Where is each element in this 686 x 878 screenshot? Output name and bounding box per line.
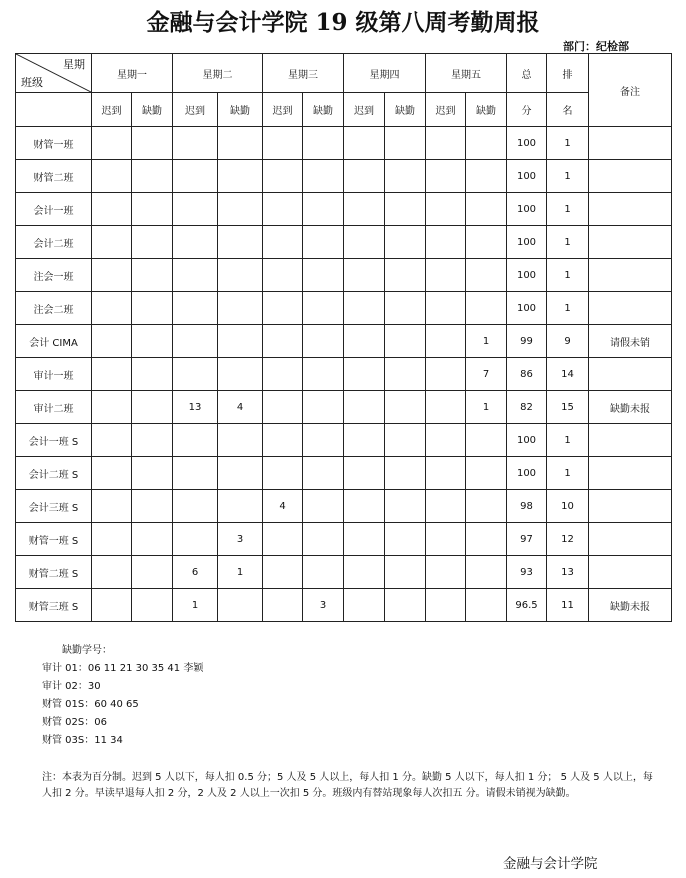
absent-count-cell	[218, 490, 263, 523]
late-count-cell	[92, 424, 132, 457]
absent-count-cell	[466, 127, 507, 160]
absent-count-cell	[132, 127, 173, 160]
header-row-sub	[16, 93, 672, 127]
rank-cell: 11	[547, 589, 589, 622]
late-count-cell	[263, 325, 303, 358]
absent-header: 缺勤	[303, 93, 344, 127]
late-count-cell: 13	[173, 391, 218, 424]
absent-count-cell	[303, 259, 344, 292]
late-count-cell	[344, 292, 385, 325]
class-name-cell: 财管三班 S	[16, 589, 92, 622]
remark-cell	[589, 226, 672, 259]
late-count-cell	[344, 589, 385, 622]
absent-count-cell	[218, 127, 263, 160]
absent-count-cell	[132, 490, 173, 523]
late-count-cell	[344, 391, 385, 424]
diag-weekday-label: 星期	[63, 58, 85, 71]
remark-cell	[589, 457, 672, 490]
late-count-cell	[263, 226, 303, 259]
table-row	[16, 127, 672, 160]
total-score-cell: 100	[507, 292, 547, 325]
absent-count-cell	[132, 292, 173, 325]
rank-cell: 1	[547, 193, 589, 226]
absent-count-cell	[132, 523, 173, 556]
class-name-cell: 财管二班 S	[16, 556, 92, 589]
rank-cell: 14	[547, 358, 589, 391]
absent-count-cell: 1	[218, 556, 263, 589]
absent-count-cell	[132, 160, 173, 193]
table-row	[16, 589, 672, 622]
late-count-cell	[344, 160, 385, 193]
table-row	[16, 226, 672, 259]
late-count-cell	[92, 490, 132, 523]
late-count-cell	[173, 259, 218, 292]
absent-count-cell	[132, 358, 173, 391]
late-count-cell	[173, 457, 218, 490]
late-count-cell	[344, 490, 385, 523]
absence-line: 财管 03S：11 34	[42, 735, 123, 746]
absent-count-cell	[385, 424, 426, 457]
rank-cell: 9	[547, 325, 589, 358]
absent-count-cell	[218, 589, 263, 622]
absent-count-cell	[385, 556, 426, 589]
class-name-cell: 审计一班	[16, 358, 92, 391]
class-name-cell: 注会一班	[16, 259, 92, 292]
remark-cell	[589, 358, 672, 391]
late-count-cell	[263, 259, 303, 292]
absent-count-cell: 7	[466, 358, 507, 391]
late-count-cell	[263, 556, 303, 589]
total-score-cell: 82	[507, 391, 547, 424]
total-score-cell: 100	[507, 127, 547, 160]
late-count-cell	[92, 391, 132, 424]
day-header-friday: 星期五	[426, 54, 507, 93]
late-count-cell	[263, 358, 303, 391]
absence-line: 财管 01S：60 40 65	[42, 699, 139, 710]
absent-count-cell	[132, 226, 173, 259]
total-score-cell: 100	[507, 193, 547, 226]
table-row	[16, 193, 672, 226]
late-count-cell: 1	[173, 589, 218, 622]
absent-count-cell	[385, 490, 426, 523]
total-score-cell: 99	[507, 325, 547, 358]
late-count-cell	[92, 226, 132, 259]
total-score-cell: 96.5	[507, 589, 547, 622]
total-score-cell: 100	[507, 259, 547, 292]
department-label: 部门：纪检部	[563, 40, 629, 53]
absent-count-cell	[303, 193, 344, 226]
late-count-cell	[344, 358, 385, 391]
table-row	[16, 259, 672, 292]
late-count-cell	[426, 424, 466, 457]
attendance-table	[15, 53, 672, 622]
day-header-wednesday: 星期三	[263, 54, 344, 93]
absent-count-cell: 1	[466, 325, 507, 358]
late-count-cell	[344, 193, 385, 226]
rank-header-top: 排	[547, 54, 589, 93]
absent-count-cell	[385, 358, 426, 391]
absence-list-title: 缺勤学号：	[62, 645, 112, 656]
table-row	[16, 160, 672, 193]
late-header: 迟到	[263, 93, 303, 127]
late-count-cell	[173, 325, 218, 358]
absent-header: 缺勤	[385, 93, 426, 127]
remark-cell	[589, 292, 672, 325]
late-count-cell	[426, 160, 466, 193]
absent-count-cell	[385, 259, 426, 292]
late-count-cell	[426, 292, 466, 325]
absent-count-cell	[385, 325, 426, 358]
remark-cell	[589, 523, 672, 556]
absent-header: 缺勤	[218, 93, 263, 127]
late-header: 迟到	[344, 93, 385, 127]
rank-cell: 1	[547, 457, 589, 490]
rank-cell: 1	[547, 259, 589, 292]
late-count-cell	[263, 193, 303, 226]
rank-cell: 1	[547, 424, 589, 457]
late-count-cell	[344, 226, 385, 259]
late-count-cell	[426, 358, 466, 391]
late-count-cell	[92, 160, 132, 193]
remark-cell	[589, 424, 672, 457]
absent-count-cell: 3	[218, 523, 263, 556]
absent-count-cell	[303, 226, 344, 259]
absent-count-cell	[303, 490, 344, 523]
absent-count-cell	[303, 127, 344, 160]
remark-cell	[589, 556, 672, 589]
absent-count-cell	[303, 160, 344, 193]
late-count-cell	[263, 523, 303, 556]
rank-cell: 1	[547, 292, 589, 325]
absent-count-cell	[132, 589, 173, 622]
total-score-cell: 100	[507, 457, 547, 490]
footer-signature: 金融与会计学院	[503, 856, 598, 872]
absent-count-cell	[303, 424, 344, 457]
late-count-cell	[173, 193, 218, 226]
class-name-cell: 财管一班 S	[16, 523, 92, 556]
absent-header: 缺勤	[132, 93, 173, 127]
table-row	[16, 325, 672, 358]
report-title: 金融与会计学院 19 级第八周考勤周报	[146, 9, 540, 36]
absent-count-cell	[466, 193, 507, 226]
total-score-cell: 100	[507, 424, 547, 457]
rank-cell: 15	[547, 391, 589, 424]
late-count-cell	[426, 325, 466, 358]
rank-header-bottom: 名	[547, 93, 589, 127]
absent-count-cell	[132, 259, 173, 292]
class-name-cell: 会计 CIMA	[16, 325, 92, 358]
late-count-cell	[344, 457, 385, 490]
late-count-cell	[92, 193, 132, 226]
absent-count-cell	[132, 193, 173, 226]
day-header-tuesday: 星期二	[173, 54, 263, 93]
absent-count-cell	[303, 457, 344, 490]
late-count-cell	[92, 127, 132, 160]
absent-count-cell: 3	[303, 589, 344, 622]
absent-count-cell: 4	[218, 391, 263, 424]
absent-count-cell	[385, 160, 426, 193]
late-count-cell	[173, 292, 218, 325]
absence-line: 审计 01：06 11 21 30 35 41 李颖	[42, 663, 204, 674]
absent-count-cell	[132, 457, 173, 490]
late-count-cell	[426, 226, 466, 259]
scoring-note: 注：本表为百分制。迟到 5 人以下，每人扣 0.5 分；5 人及 5 人以上，每人扣 1 分。缺勤 5 人以下，每人扣 1 分； 5 人及 5 人以上，每人扣 2 分。早读早退每人扣 2 分，2 人及 2 人以上一次扣 5 分。班级内有替站现象每人次扣五 分。请假未销视为缺勤。	[42, 772, 653, 799]
absent-count-cell	[385, 226, 426, 259]
absent-count-cell	[466, 523, 507, 556]
late-count-cell: 6	[173, 556, 218, 589]
absent-count-cell	[466, 226, 507, 259]
late-count-cell	[426, 556, 466, 589]
class-name-cell: 会计二班	[16, 226, 92, 259]
late-count-cell	[173, 490, 218, 523]
late-count-cell	[344, 523, 385, 556]
table-row	[16, 457, 672, 490]
remark-cell	[589, 193, 672, 226]
absent-count-cell	[218, 259, 263, 292]
late-count-cell	[426, 457, 466, 490]
late-count-cell	[92, 325, 132, 358]
remark-cell: 请假未销	[589, 325, 672, 358]
class-name-cell: 会计二班 S	[16, 457, 92, 490]
absence-line: 财管 02S：06	[42, 717, 107, 728]
late-count-cell	[263, 160, 303, 193]
class-name-cell: 会计一班	[16, 193, 92, 226]
class-name-cell: 注会二班	[16, 292, 92, 325]
late-count-cell	[344, 325, 385, 358]
late-count-cell	[173, 358, 218, 391]
absent-count-cell	[466, 589, 507, 622]
total-score-cell: 100	[507, 160, 547, 193]
late-count-cell	[426, 193, 466, 226]
late-count-cell	[426, 523, 466, 556]
absent-count-cell	[466, 259, 507, 292]
table-row	[16, 424, 672, 457]
total-header-bottom: 分	[507, 93, 547, 127]
absent-count-cell	[385, 292, 426, 325]
total-score-cell: 98	[507, 490, 547, 523]
late-count-cell	[426, 490, 466, 523]
absent-count-cell	[303, 391, 344, 424]
late-count-cell	[263, 292, 303, 325]
absent-count-cell	[303, 523, 344, 556]
absent-count-cell	[466, 490, 507, 523]
absent-count-cell	[303, 325, 344, 358]
late-count-cell	[426, 589, 466, 622]
rank-cell: 12	[547, 523, 589, 556]
table-row	[16, 490, 672, 523]
total-header-top: 总	[507, 54, 547, 93]
total-score-cell: 100	[507, 226, 547, 259]
late-count-cell	[344, 424, 385, 457]
late-count-cell	[263, 391, 303, 424]
absent-count-cell	[466, 160, 507, 193]
absence-list	[42, 642, 203, 750]
absent-count-cell	[303, 358, 344, 391]
late-count-cell	[173, 160, 218, 193]
absent-count-cell	[385, 523, 426, 556]
diag-class-label: 班级	[21, 76, 43, 89]
late-count-cell	[92, 457, 132, 490]
rank-cell: 1	[547, 226, 589, 259]
late-header: 迟到	[426, 93, 466, 127]
late-header: 迟到	[92, 93, 132, 127]
class-name-cell: 财管二班	[16, 160, 92, 193]
day-header-monday: 星期一	[92, 54, 173, 93]
late-count-cell	[263, 589, 303, 622]
absent-header: 缺勤	[466, 93, 507, 127]
absent-count-cell	[385, 193, 426, 226]
rank-cell: 1	[547, 127, 589, 160]
rank-cell: 10	[547, 490, 589, 523]
table-row	[16, 292, 672, 325]
late-count-cell	[263, 457, 303, 490]
late-count-cell	[92, 358, 132, 391]
absent-count-cell	[466, 292, 507, 325]
absent-count-cell	[218, 292, 263, 325]
remark-header: 备注	[589, 54, 672, 127]
class-name-cell: 审计二班	[16, 391, 92, 424]
diagonal-header-cell	[16, 54, 92, 93]
total-score-cell: 93	[507, 556, 547, 589]
late-count-cell	[92, 556, 132, 589]
late-count-cell	[173, 523, 218, 556]
rank-cell: 1	[547, 160, 589, 193]
absent-count-cell	[466, 424, 507, 457]
table-row	[16, 523, 672, 556]
total-score-cell: 86	[507, 358, 547, 391]
late-count-cell	[344, 556, 385, 589]
late-count-cell: 4	[263, 490, 303, 523]
class-name-cell: 财管一班	[16, 127, 92, 160]
late-count-cell	[344, 127, 385, 160]
absent-count-cell	[303, 292, 344, 325]
absent-count-cell	[132, 556, 173, 589]
absence-line: 审计 02：30	[42, 681, 101, 692]
late-count-cell	[173, 226, 218, 259]
remark-cell: 缺勤未报	[589, 391, 672, 424]
remark-cell	[589, 259, 672, 292]
class-name-cell: 会计一班 S	[16, 424, 92, 457]
absent-count-cell	[132, 325, 173, 358]
header-row-days	[16, 54, 672, 93]
absent-count-cell	[385, 589, 426, 622]
late-count-cell	[426, 259, 466, 292]
absent-count-cell	[385, 457, 426, 490]
remark-cell	[589, 490, 672, 523]
late-count-cell	[173, 424, 218, 457]
absent-count-cell	[385, 391, 426, 424]
table-row	[16, 358, 672, 391]
late-count-cell	[263, 424, 303, 457]
late-count-cell	[92, 292, 132, 325]
table-row	[16, 391, 672, 424]
late-count-cell	[92, 259, 132, 292]
remark-cell: 缺勤未报	[589, 589, 672, 622]
late-count-cell	[426, 391, 466, 424]
absent-count-cell	[218, 424, 263, 457]
absent-count-cell	[385, 127, 426, 160]
remark-cell	[589, 127, 672, 160]
late-count-cell	[92, 589, 132, 622]
day-header-thursday: 星期四	[344, 54, 426, 93]
remark-cell	[589, 160, 672, 193]
absent-count-cell	[218, 193, 263, 226]
absent-count-cell	[132, 391, 173, 424]
late-header: 迟到	[173, 93, 218, 127]
absent-count-cell	[466, 556, 507, 589]
absent-count-cell	[303, 556, 344, 589]
absent-count-cell	[218, 226, 263, 259]
late-count-cell	[426, 127, 466, 160]
class-name-cell: 会计三班 S	[16, 490, 92, 523]
absent-count-cell	[218, 358, 263, 391]
late-count-cell	[344, 259, 385, 292]
absent-count-cell	[218, 160, 263, 193]
absent-count-cell: 1	[466, 391, 507, 424]
late-count-cell	[263, 127, 303, 160]
blank-header-cell	[16, 93, 92, 127]
total-score-cell: 97	[507, 523, 547, 556]
absent-count-cell	[466, 457, 507, 490]
absent-count-cell	[218, 325, 263, 358]
absent-count-cell	[132, 424, 173, 457]
late-count-cell	[92, 523, 132, 556]
table-row	[16, 556, 672, 589]
rank-cell: 13	[547, 556, 589, 589]
absent-count-cell	[218, 457, 263, 490]
late-count-cell	[173, 127, 218, 160]
